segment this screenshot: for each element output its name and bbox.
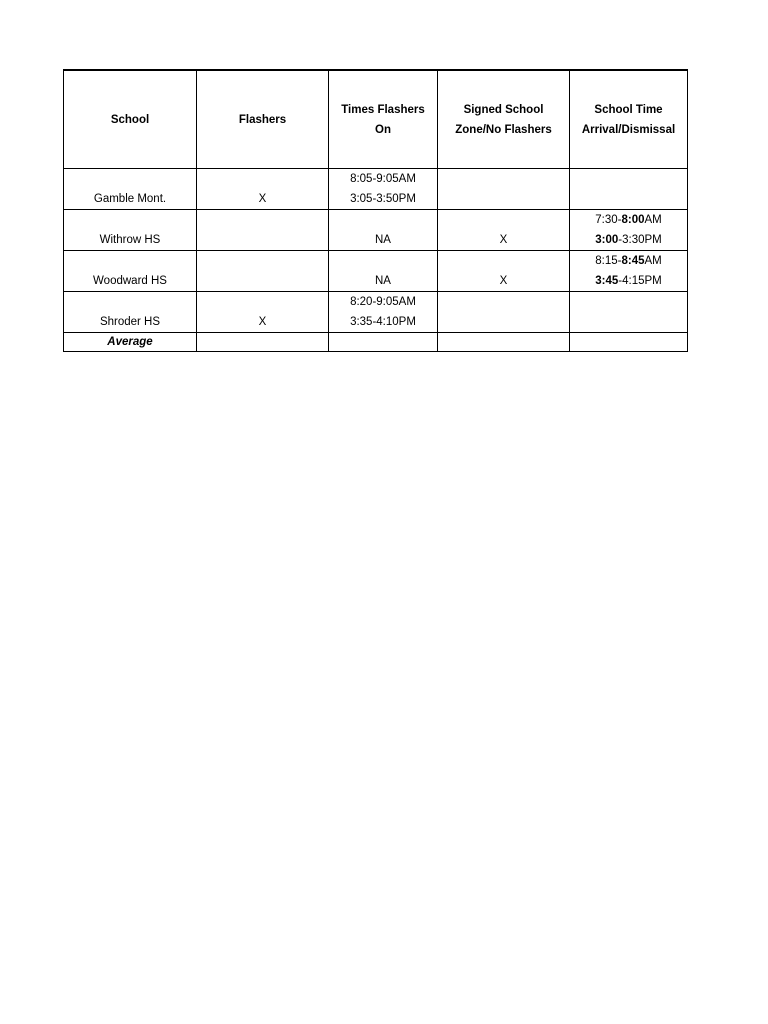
times-line-am: 8:20-9:05AM (350, 296, 416, 308)
table-row (64, 210, 688, 251)
average-cell-school-time (570, 333, 688, 352)
times-line-pm: 3:35-4:10PM (350, 316, 416, 328)
school-zone-table (63, 69, 688, 352)
cell-school: Woodward HS (64, 251, 197, 292)
header-flashers: Flashers (197, 70, 329, 169)
table-row (64, 292, 688, 333)
cell-flashers (197, 210, 329, 251)
cell-school-time (570, 251, 688, 292)
cell-school-time (570, 169, 688, 210)
table-row (64, 251, 688, 292)
cell-flashers (197, 251, 329, 292)
header-row (64, 70, 688, 169)
cell-school-time (570, 210, 688, 251)
cell-flashers: X (197, 169, 329, 210)
cell-flashers: X (197, 292, 329, 333)
cell-signed-zone (438, 169, 570, 210)
cell-times-flashers-on: NA (329, 210, 438, 251)
times-line-pm: 3:05-3:50PM (350, 193, 416, 205)
cell-times-flashers-on (329, 292, 438, 333)
arrival-time: 7:30-8:00AM (595, 214, 662, 226)
table-row (64, 169, 688, 210)
cell-times-flashers-on: NA (329, 251, 438, 292)
dismissal-time: 3:45-4:15PM (595, 275, 662, 287)
cell-school: Shroder HS (64, 292, 197, 333)
cell-school-time (570, 292, 688, 333)
cell-signed-zone: X (438, 210, 570, 251)
cell-signed-zone: X (438, 251, 570, 292)
times-line-am: 8:05-9:05AM (350, 173, 416, 185)
average-row (64, 333, 688, 352)
cell-times-flashers-on (329, 169, 438, 210)
header-signed-school-zone: Signed School Zone/No Flashers (438, 70, 570, 169)
dismissal-time: 3:00-3:30PM (595, 234, 662, 246)
header-school-time: School Time Arrival/Dismissal (570, 70, 688, 169)
average-cell-flashers (197, 333, 329, 352)
arrival-time: 8:15-8:45AM (595, 255, 662, 267)
header-school: School (64, 70, 197, 169)
average-cell-signed (438, 333, 570, 352)
cell-school: Withrow HS (64, 210, 197, 251)
average-cell-times (329, 333, 438, 352)
cell-school: Gamble Mont. (64, 169, 197, 210)
average-label: Average (64, 333, 197, 352)
header-times-flashers-on: Times Flashers On (329, 70, 438, 169)
cell-signed-zone (438, 292, 570, 333)
